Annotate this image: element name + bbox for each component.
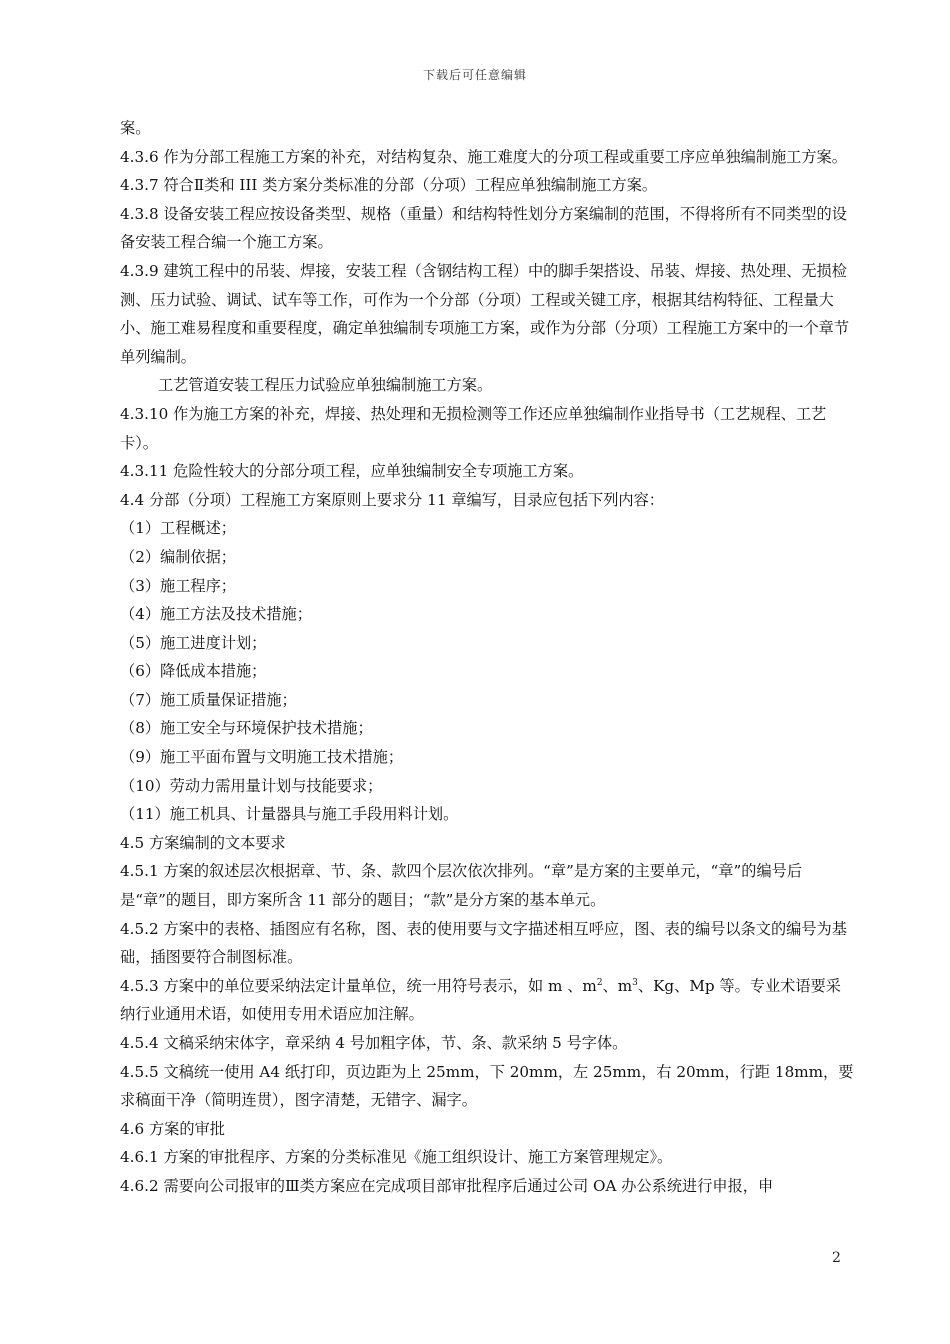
paragraph-4-4: 4.4 分部（分项）工程施工方案原则上要求分 11 章编写，目录应包括下列内容：: [120, 490, 664, 509]
section-heading-4-6: 4.6 方案的审批: [120, 1119, 225, 1138]
paragraph-4-3-10: 4.3.10 作为施工方案的补充，焊接、热处理和无损检测等工作还应单独编制作业指导书（工艺规程、工艺卡）。: [120, 404, 827, 452]
paragraph-4-3-8: 4.3.8 设备安装工程应按设备类型、规格（重量）和结构特性划分方案编制的范围，不得将所有不同类型的设备安装工程合编一个施工方案。: [120, 204, 847, 252]
list-item: （4）施工方法及技术措施；: [120, 605, 312, 624]
paragraph-4-5-3-part1: 4.5.3 方案中的单位要采纳法定计量单位，统一用符号表示，如 m 、m: [120, 976, 597, 995]
paragraph-4-6-1: 4.6.1 方案的审批程序、方案的分类标准见《施工组织设计、施工方案管理规定》。: [120, 1148, 673, 1167]
paragraph: 案。: [120, 119, 151, 137]
list-item: （9）施工平面布置与文明施工技术措施；: [120, 748, 404, 767]
paragraph-4-3-7: 4.3.7 符合Ⅱ类和 III 类方案分类标准的分部（分项）工程应单独编制施工方案。: [120, 176, 658, 195]
paragraph-4-3-9: 4.3.9 建筑工程中的吊装、焊接，安装工程（含钢结构工程）中的脚手架搭设、吊装、焊接、热处理、无损检测、压力试验、调试、试车等工作，可作为一个分部（分项）工程或关键工序，根据其结构特征、工程量大小、施工难易程度和重要程度，确定单独编制专项施工方案，或作为分部（分项）工程施工方案中的一个章节单列编制。: [120, 261, 849, 366]
paragraph-4-5-1: 4.5.1 方案的叙述层次根据章、节、条、款四个层次依次排列。“章”是方案的主要单元，“章”的编号后是“章”的题目，即方案所含 11 部分的题目；“款”是分方案的基本单元。: [120, 862, 803, 910]
paragraph-4-6-2: 4.6.2 需要向公司报审的Ⅲ类方案应在完成项目部审批程序后通过公司 OA 办公系统进行申报，申: [120, 1176, 774, 1195]
list-item: （3）施工程序；: [120, 576, 236, 595]
list-item: （8）施工安全与环境保护技术措施；: [120, 719, 373, 738]
paragraph-4-5-2: 4.5.2 方案中的表格、插图应有名称，图、表的使用要与文字描述相互呼应，图、表的编号以条文的编号为基础，插图要符合制图标准。: [120, 919, 847, 967]
superscript-2: 2: [596, 977, 603, 988]
paragraph-pressure-test: 工艺管道安装工程压力试验应单独编制施工方案。: [158, 376, 493, 395]
list-item: （5）施工进度计划；: [120, 633, 267, 652]
paragraph-4-5-5: 4.5.5 文稿统一使用 A4 纸打印，页边距为上 25mm，下 20mm，左 25mm，右 20mm，行距 18mm，要求稿面干净（简明连贯），图字清楚，无错字、漏字。: [120, 1062, 854, 1110]
page-header: 下载后可任意编辑: [422, 68, 527, 82]
list-item: （10）劳动力需用量计划与技能要求；: [120, 776, 383, 795]
list-item: （2）编制依据；: [120, 547, 236, 566]
page-number: 2: [832, 1250, 841, 1266]
list-item: （7）施工质量保证措施；: [120, 690, 297, 709]
paragraph-4-3-6: 4.3.6 作为分部工程施工方案的补充，对结构复杂、施工难度大的分项工程或重要工序应单独编制施工方案。: [120, 147, 847, 166]
list-item: （11）施工机具、计量器具与施工手段用料计划。: [120, 805, 459, 824]
document-body: [120, 114, 855, 1201]
paragraph-4-5-4: 4.5.4 文稿采纳宋体字，章采纳 4 号加粗字体，节、条、款采纳 5 号字体。: [120, 1034, 628, 1052]
paragraph-4-3-11: 4.3.11 危险性较大的分部分项工程，应单独编制安全专项施工方案。: [120, 462, 584, 481]
list-item: （6）降低成本措施；: [120, 662, 267, 681]
superscript-3: 3: [632, 977, 638, 988]
list-item: （1）工程概述；: [120, 519, 236, 538]
section-heading-4-5: 4.5 方案编制的文本要求: [120, 833, 286, 852]
paragraph-4-5-3: [120, 972, 855, 1029]
paragraph-4-5-3-part2: 、m: [602, 976, 633, 995]
paragraph-4-5-3-part3: 、Kg、Mp 等。专业术语要采纳行业通用术语，如使用专用术语应加注解。: [120, 976, 841, 1024]
